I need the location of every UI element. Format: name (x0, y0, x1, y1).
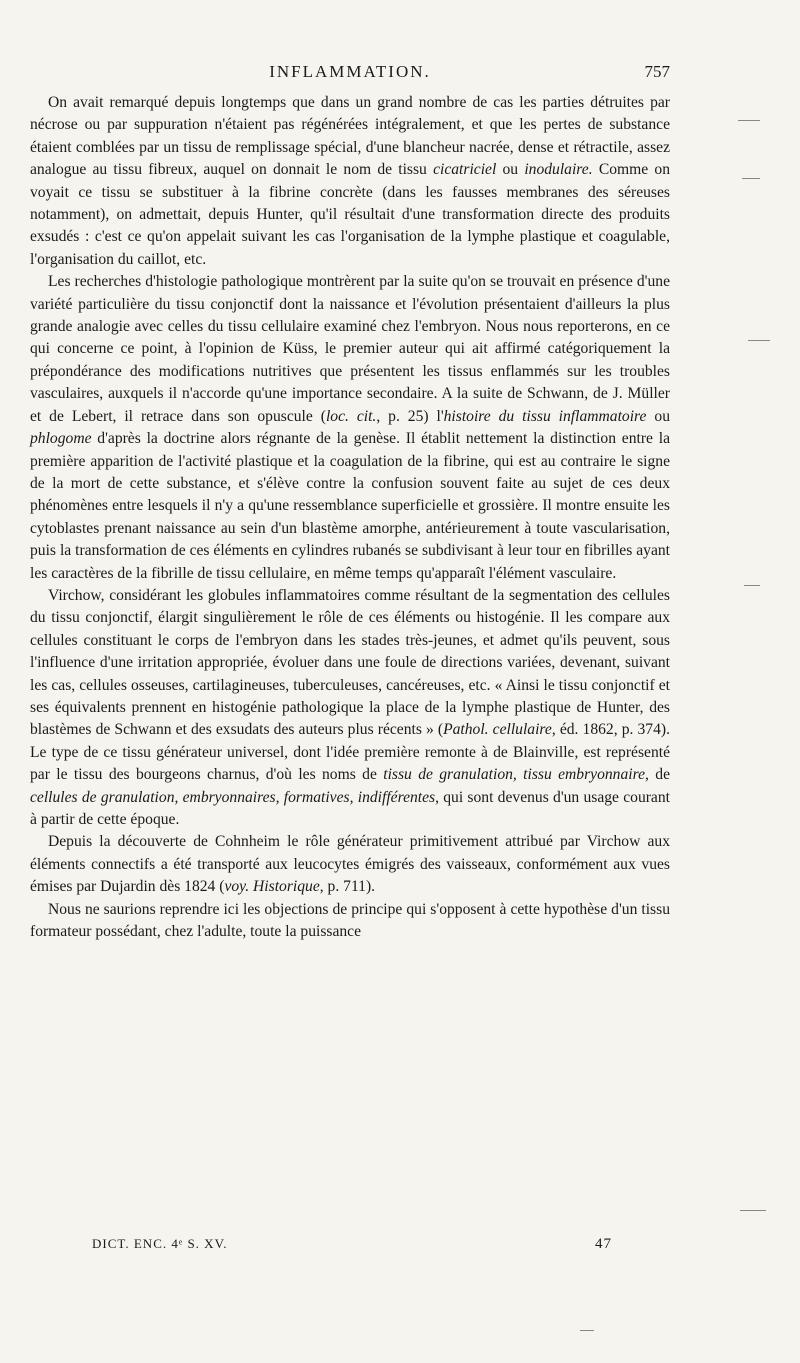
paragraph (30, 92, 670, 271)
margin-mark (738, 120, 760, 121)
text-run: Comme on voyait ce tissu se substituer à la fibrine concrète (dans les fausses membranes des séreuses notamment), on admettait, depuis Hunter, qu'il résultait d'une transformation directe des produits exsudés : c'est ce qu'on appelait suivant les cas l'organisation de la lymphe plastique et coagulable, l'organisation du caillot, etc. (30, 161, 671, 268)
text-run: , de (645, 766, 671, 784)
text-run: , p. 25) l' (376, 407, 444, 425)
italic-text: Pathol. cellulaire (443, 721, 552, 739)
italic-text: inodulaire. (524, 161, 593, 179)
italic-text: voy. Historique (224, 878, 320, 896)
paragraph (30, 271, 670, 585)
margin-mark (748, 340, 770, 341)
italic-text: loc. cit. (325, 407, 377, 425)
italic-text: tissu de granulation, tissu embryonnaire (383, 766, 646, 784)
italic-text: cellules de granulation, embryonnaires, formatives, indifférentes (30, 788, 436, 806)
printer-signature: DICT. ENC. 4ᵉ S. XV. (92, 1236, 228, 1251)
text-run: d'après la doctrine alors régnante de la genèse. Il établit nettement la distinction entre la première apparition de l'activité plastique et la coagulation de la fibrine, qui est au contraire le signe de la mort de cette substance, et s'élève contre la confusion souvent faite au sujet de ces deux phénomènes entre lesquels il n'y a qu'une ressemblance superficielle et grossière. Il montre ensuite les cytoblastes prenant naissance au sein d'un blastème amorphe, antérieurement à toute vascularisation, puis la transformation de ces éléments en cylindres rubanés se subdivisant à leur tour en fibrilles ayant les caractères de la fibrille de tissu cellulaire, en même temps qu'apparaît l'élément vasculaire. (30, 430, 670, 582)
paragraph (30, 831, 670, 898)
italic-text: phlogome (30, 430, 92, 448)
text-run: On avait remarqué depuis longtemps que dans un grand nombre de cas les parties détruites par nécrose ou par suppuration n'étaient pas régénérées intégralement, et que les pertes de substance étaient comblées par un tissu de remplissage spécial, d'une blancheur nacrée, dense et rétractile, assez analogue au tissu fibreux, auquel on donnait le nom de tissu (30, 94, 670, 179)
italic-text: histoire du tissu inflammatoire (443, 407, 647, 425)
paragraph (30, 899, 670, 944)
signature-number: 47 (595, 1236, 612, 1252)
text-run: , éd. 1862, p. 374). Le type de ce tissu générateur universel, dont l'idée première remonte à de Blainville, est représenté par le tissu des bourgeons charnus, d'où les noms de (30, 721, 670, 784)
text-run: Nous ne saurions reprendre ici les objections de principe qui s'opposent à cette hypothèse d'un tissu formateur possédant, chez l'adulte, toute la puissance (30, 900, 670, 941)
running-title: INFLAMMATION. (269, 62, 431, 81)
text-run: , qui sont devenus d'un usage courant à partir de cette époque. (30, 788, 670, 828)
page-footer (92, 1236, 612, 1258)
body-text (30, 92, 670, 943)
margin-mark (740, 1210, 766, 1211)
text-run: Virchow, considérant les globules inflammatoires comme résultant de la segmentation des cellules du tissu conjonctif, élargit singulièrement le rôle de ces éléments ou histogénie. Il les compare aux cellules constituant le corps de l'embryon dans les stades très-jeunes, et admet qu'ils peuvent, sous l'influence d'une irritation appropriée, évoluer dans une foule de directions variées, devenant, suivant les cas, cellules osseuses, cartilagineuses, tuberculeuses, cancéreuses, etc. « Ainsi le tissu conjonctif et ses équivalents prennent en histogénie pathologique la place de la lymphe plastique de Hunter, des blastèmes de Schwann et des exsudats des auteurs plus récents » ( (30, 586, 670, 739)
text-run: Les recherches d'histologie pathologique montrèrent par la suite qu'on se trouvait en présence d'une variété particulière du tissu conjonctif dont la naissance et l'évolution présentaient d'ailleurs la plus grande analogie avec celles du tissu cellulaire examiné chez l'embryon. Nous nous reporterons, en ce qui concerne ce point, à l'opinion de Küss, le premier auteur qui ait affirmé catégoriquement la prépondérance des modifications nutritives que présentent les tissus enflammés sur les troubles vasculaires, auxquels il n'accorde qu'une importance secondaire. A la suite de Schwann, de J. Müller et de Lebert, il retrace dans son opuscule ( (30, 273, 670, 425)
page-number: 757 (644, 62, 670, 81)
text-run: ou (496, 161, 525, 179)
text-run: Depuis la découverte de Cohnheim le rôle générateur primitivement attribué par Virchow aux éléments connectifs a été transporté aux leucocytes émigrés des vaisseaux, conformément aux vues émises par Dujardin dès 1824 ( (30, 833, 670, 896)
margin-mark (580, 1330, 594, 1331)
margin-mark (742, 178, 760, 179)
italic-text: cicatriciel (433, 161, 497, 179)
margin-mark (744, 585, 760, 586)
text-run: , p. 711). (319, 878, 376, 896)
paragraph (30, 585, 670, 831)
running-header (30, 62, 670, 92)
text-run: ou (646, 407, 670, 425)
